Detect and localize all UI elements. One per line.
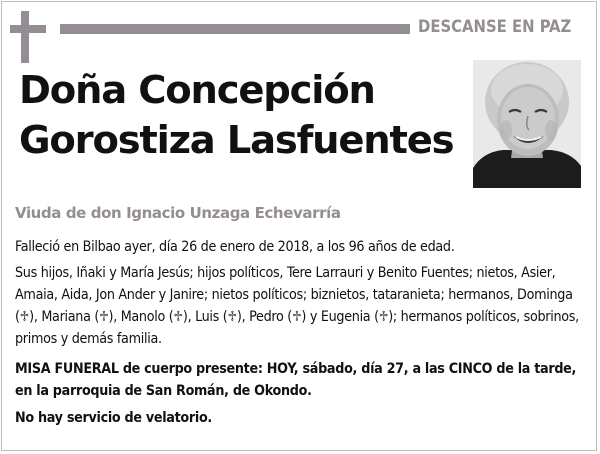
funeral-mass-paragraph: MISA FUNERAL de cuerpo presente: HOY, sábado, día 27, a las CINCO de la tarde, en la parroquia de San Román, de Okondo. xyxy=(15,361,577,399)
header-label: DESCANSE EN PAZ xyxy=(418,17,572,36)
wake-notice-paragraph: No hay servicio de velatorio. xyxy=(15,410,212,426)
portrait-photo xyxy=(473,60,581,188)
portrait-photo-illustration xyxy=(473,60,581,188)
death-notice-paragraph: Falleció en Bilbao ayer, día 26 de enero de 2018, a los 96 años de edad. xyxy=(15,239,455,255)
family-paragraph: Sus hijos, Iñaki y María Jesús; hijos políticos, Tere Larrauri y Benito Fuentes; nietos, Asier, Amaia, Aida, Jon Ander y Janire; nietos políticos; biznietos, tataranieta; hermanos, Dominga (♱), Mariana (♱), Manolo (♱), Luis (♱), Pedro (♱) y Eugenia (♱); hermanos políticos, sobrinos, primos y demás familia. xyxy=(15,265,579,347)
header-divider-bar xyxy=(60,24,410,34)
deceased-name-line1: Doña Concepción xyxy=(19,68,375,113)
deceased-name-line2: Gorostiza Lasfuentes xyxy=(19,118,454,163)
deceased-name xyxy=(19,66,479,166)
subtitle-widow-of: Viuda de don Ignacio Unzaga Echevarría xyxy=(15,204,341,222)
cross-icon-vertical xyxy=(21,11,29,63)
cross-icon-horizontal xyxy=(10,25,46,33)
